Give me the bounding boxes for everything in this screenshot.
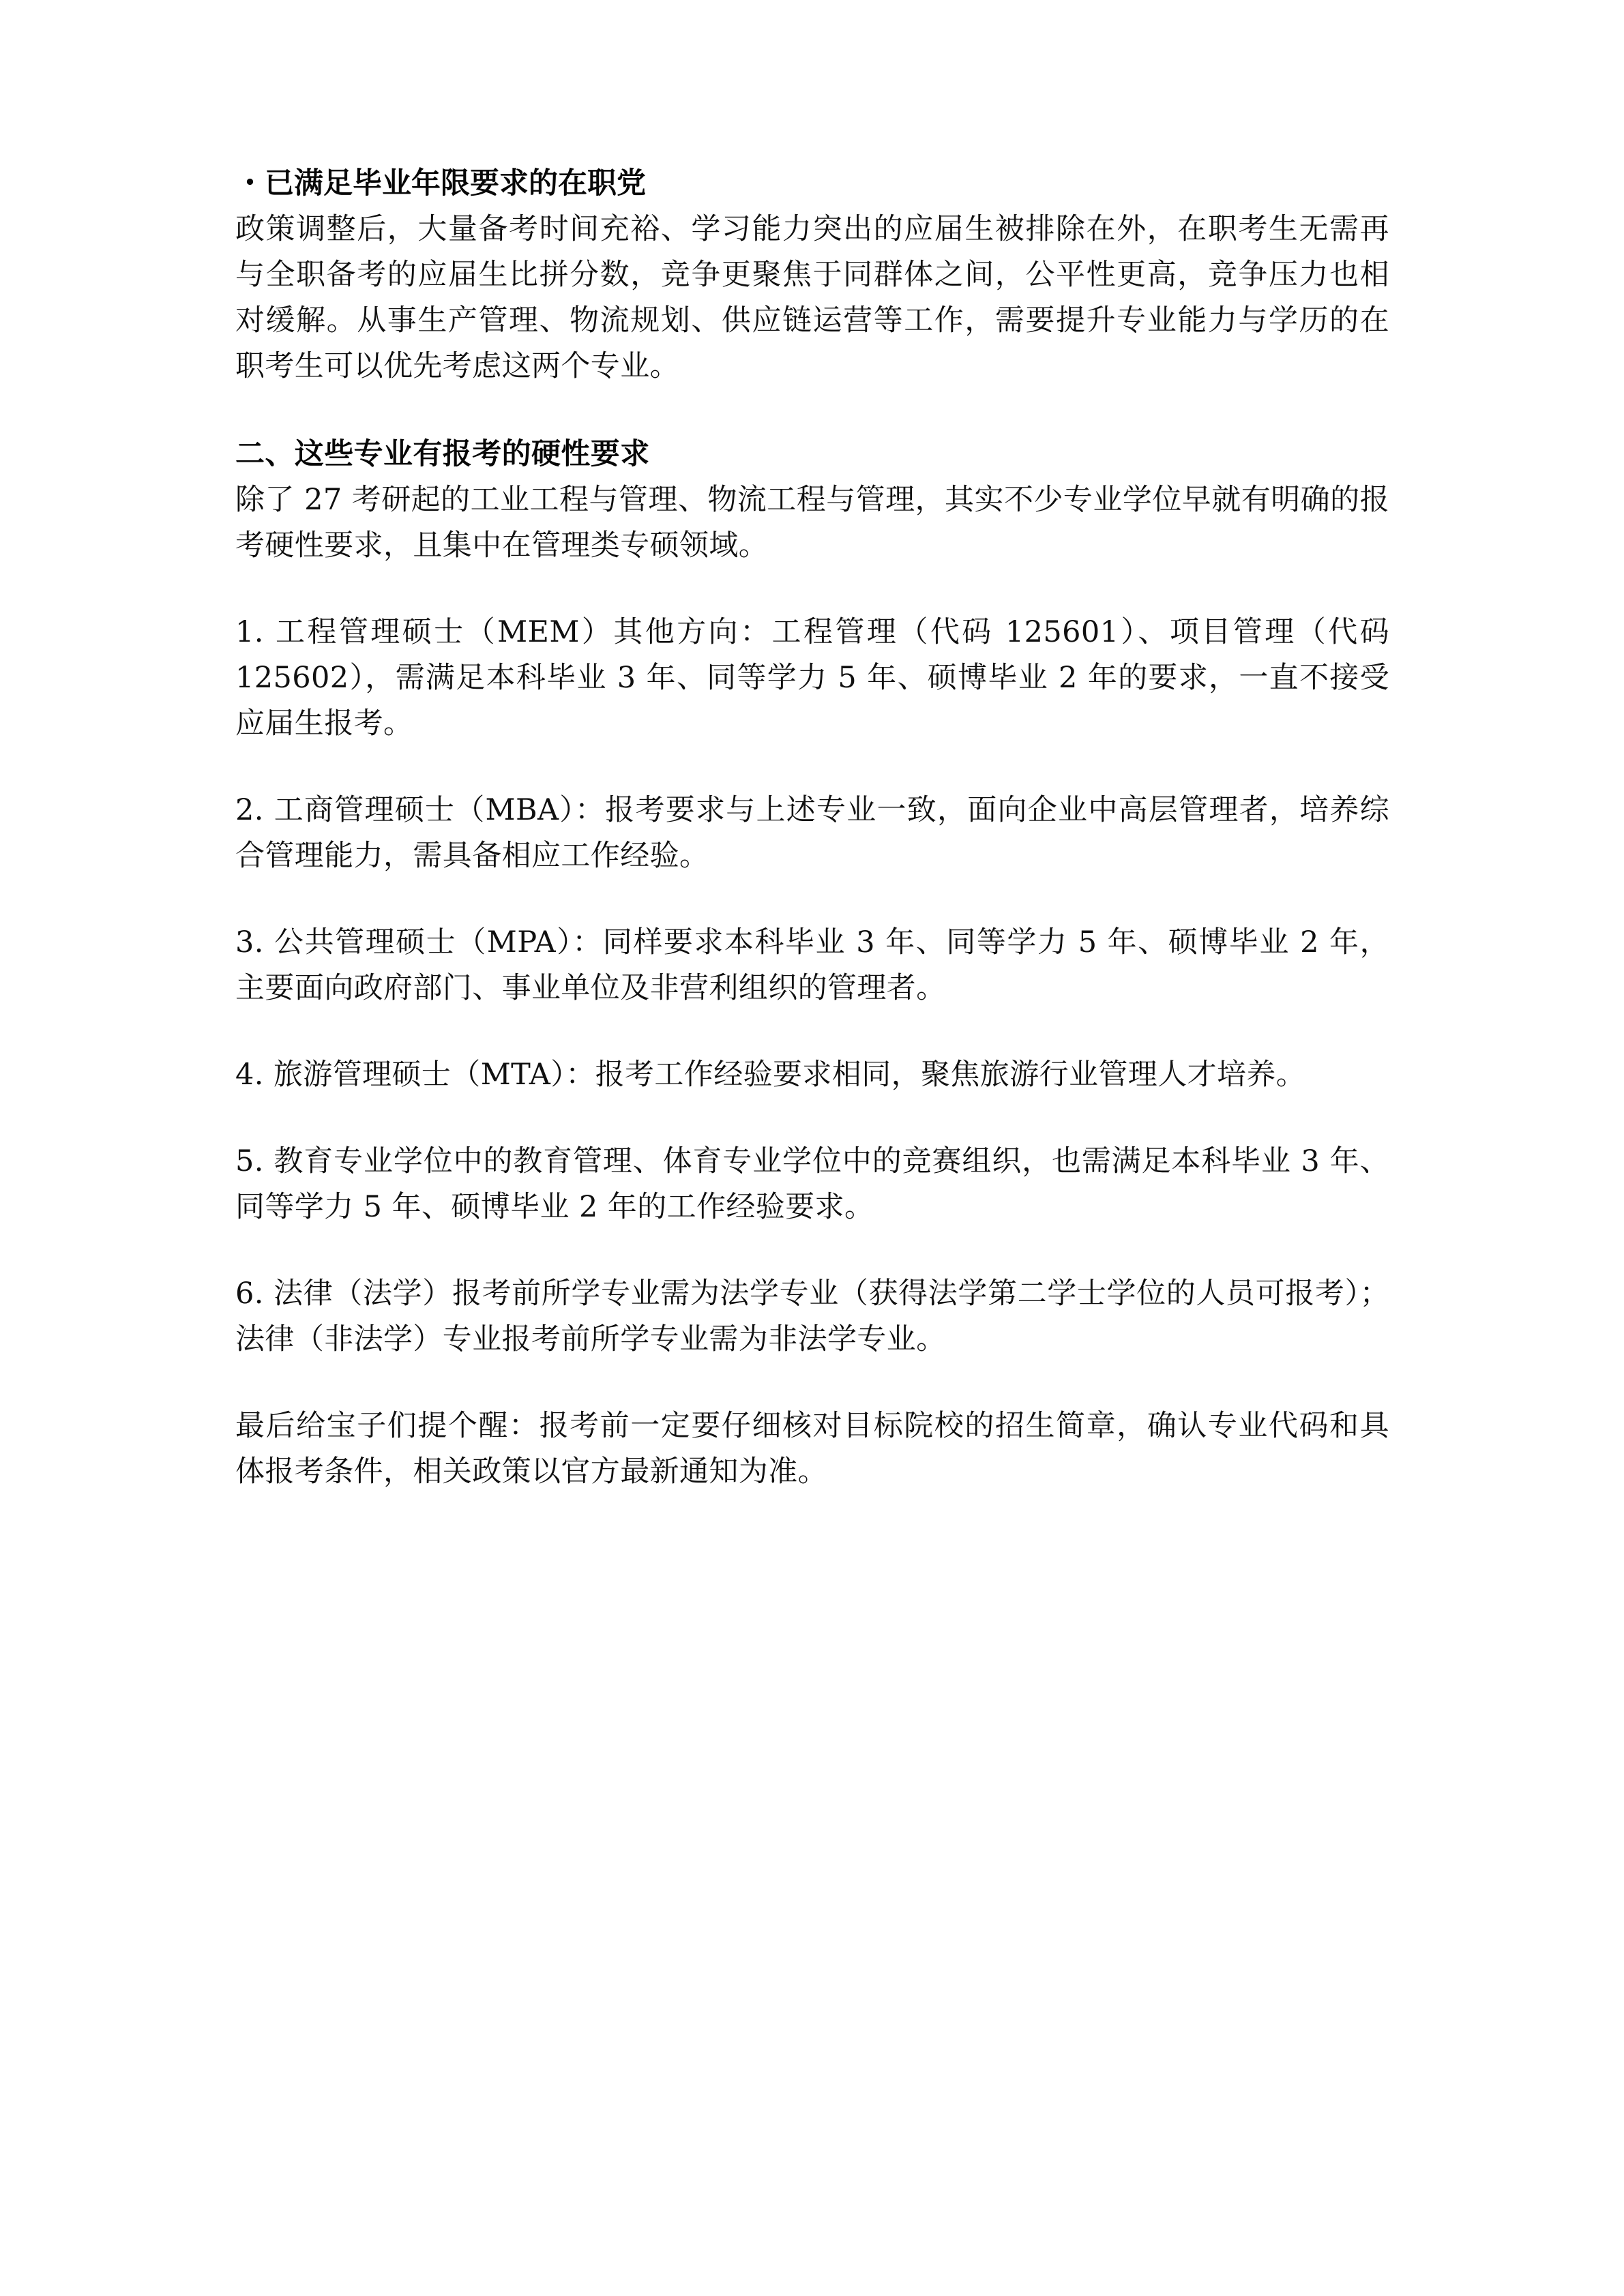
list-item-law: 6. 法律（法学）报考前所学专业需为法学专业（获得法学第二学士学位的人员可报考）；法律（非法学）专业报考前所学专业需为非法学专业。 — [235, 1277, 1389, 1356]
paragraph-policy-adjustment: 政策调整后，大量备考时间充裕、学习能力突出的应届生被排除在外，在职考生无需再与全职备考的应届生比拼分数，竞争更聚焦于同群体之间，公平性更高，竞争压力也相对缓解。从事生产管理、物流规划、供应链运营等工作，需要提升专业能力与学历的在职考生可以优先考虑这两个专业。 — [235, 212, 1389, 383]
list-spacer-3 — [235, 879, 1389, 920]
list-spacer-1 — [235, 569, 1389, 610]
list-spacer-6 — [235, 1230, 1389, 1271]
list-item-mba: 2. 工商管理硕士（MBA）：报考要求与上述专业一致，面向企业中高层管理者，培养综合管理能力，需具备相应工作经验。 — [235, 793, 1389, 873]
paragraph-closing-reminder: 最后给宝子们提个醒：报考前一定要仔细核对目标院校的招生简章，确认专业代码和具体报考条件，相关政策以官方最新通知为准。 — [235, 1409, 1389, 1489]
list-spacer-5 — [235, 1098, 1389, 1139]
list-item-education-sports: 5. 教育专业学位中的教育管理、体育专业学位中的竞赛组织，也需满足本科毕业 3 年、同等学力 5 年、硕博毕业 2 年的工作经验要求。 — [235, 1144, 1389, 1224]
section-heading-hard-requirements: 二、这些专业有报考的硬性要求 — [235, 437, 650, 471]
bullet-heading-in-service-candidates: ・已满足毕业年限要求的在职党 — [235, 166, 646, 200]
list-spacer-2 — [235, 747, 1389, 788]
list-item-mem: 1. 工程管理硕士（MEM）其他方向：工程管理（代码 125601）、项目管理（代码 125602），需满足本科毕业 3 年、同等学力 5 年、硕博毕业 2 年的要求，一直不接受应届生报考。 — [235, 615, 1389, 741]
list-item-mta: 4. 旅游管理硕士（MTA）：报考工作经验要求相同，聚焦旅游行业管理人才培养。 — [235, 1058, 1306, 1092]
list-spacer-4 — [235, 1011, 1389, 1052]
list-item-mpa: 3. 公共管理硕士（MPA）：同样要求本科毕业 3 年、同等学力 5 年、硕博毕业 2 年，主要面向政府部门、事业单位及非营利组织的管理者。 — [235, 925, 1389, 1005]
paragraph-section-intro: 除了 27 考研起的工业工程与管理、物流工程与管理，其实不少专业学位早就有明确的报考硬性要求，且集中在管理类专硕领域。 — [235, 483, 1389, 563]
section-spacer — [235, 389, 1389, 432]
closing-spacer — [235, 1362, 1389, 1403]
document-body — [235, 161, 1389, 1495]
